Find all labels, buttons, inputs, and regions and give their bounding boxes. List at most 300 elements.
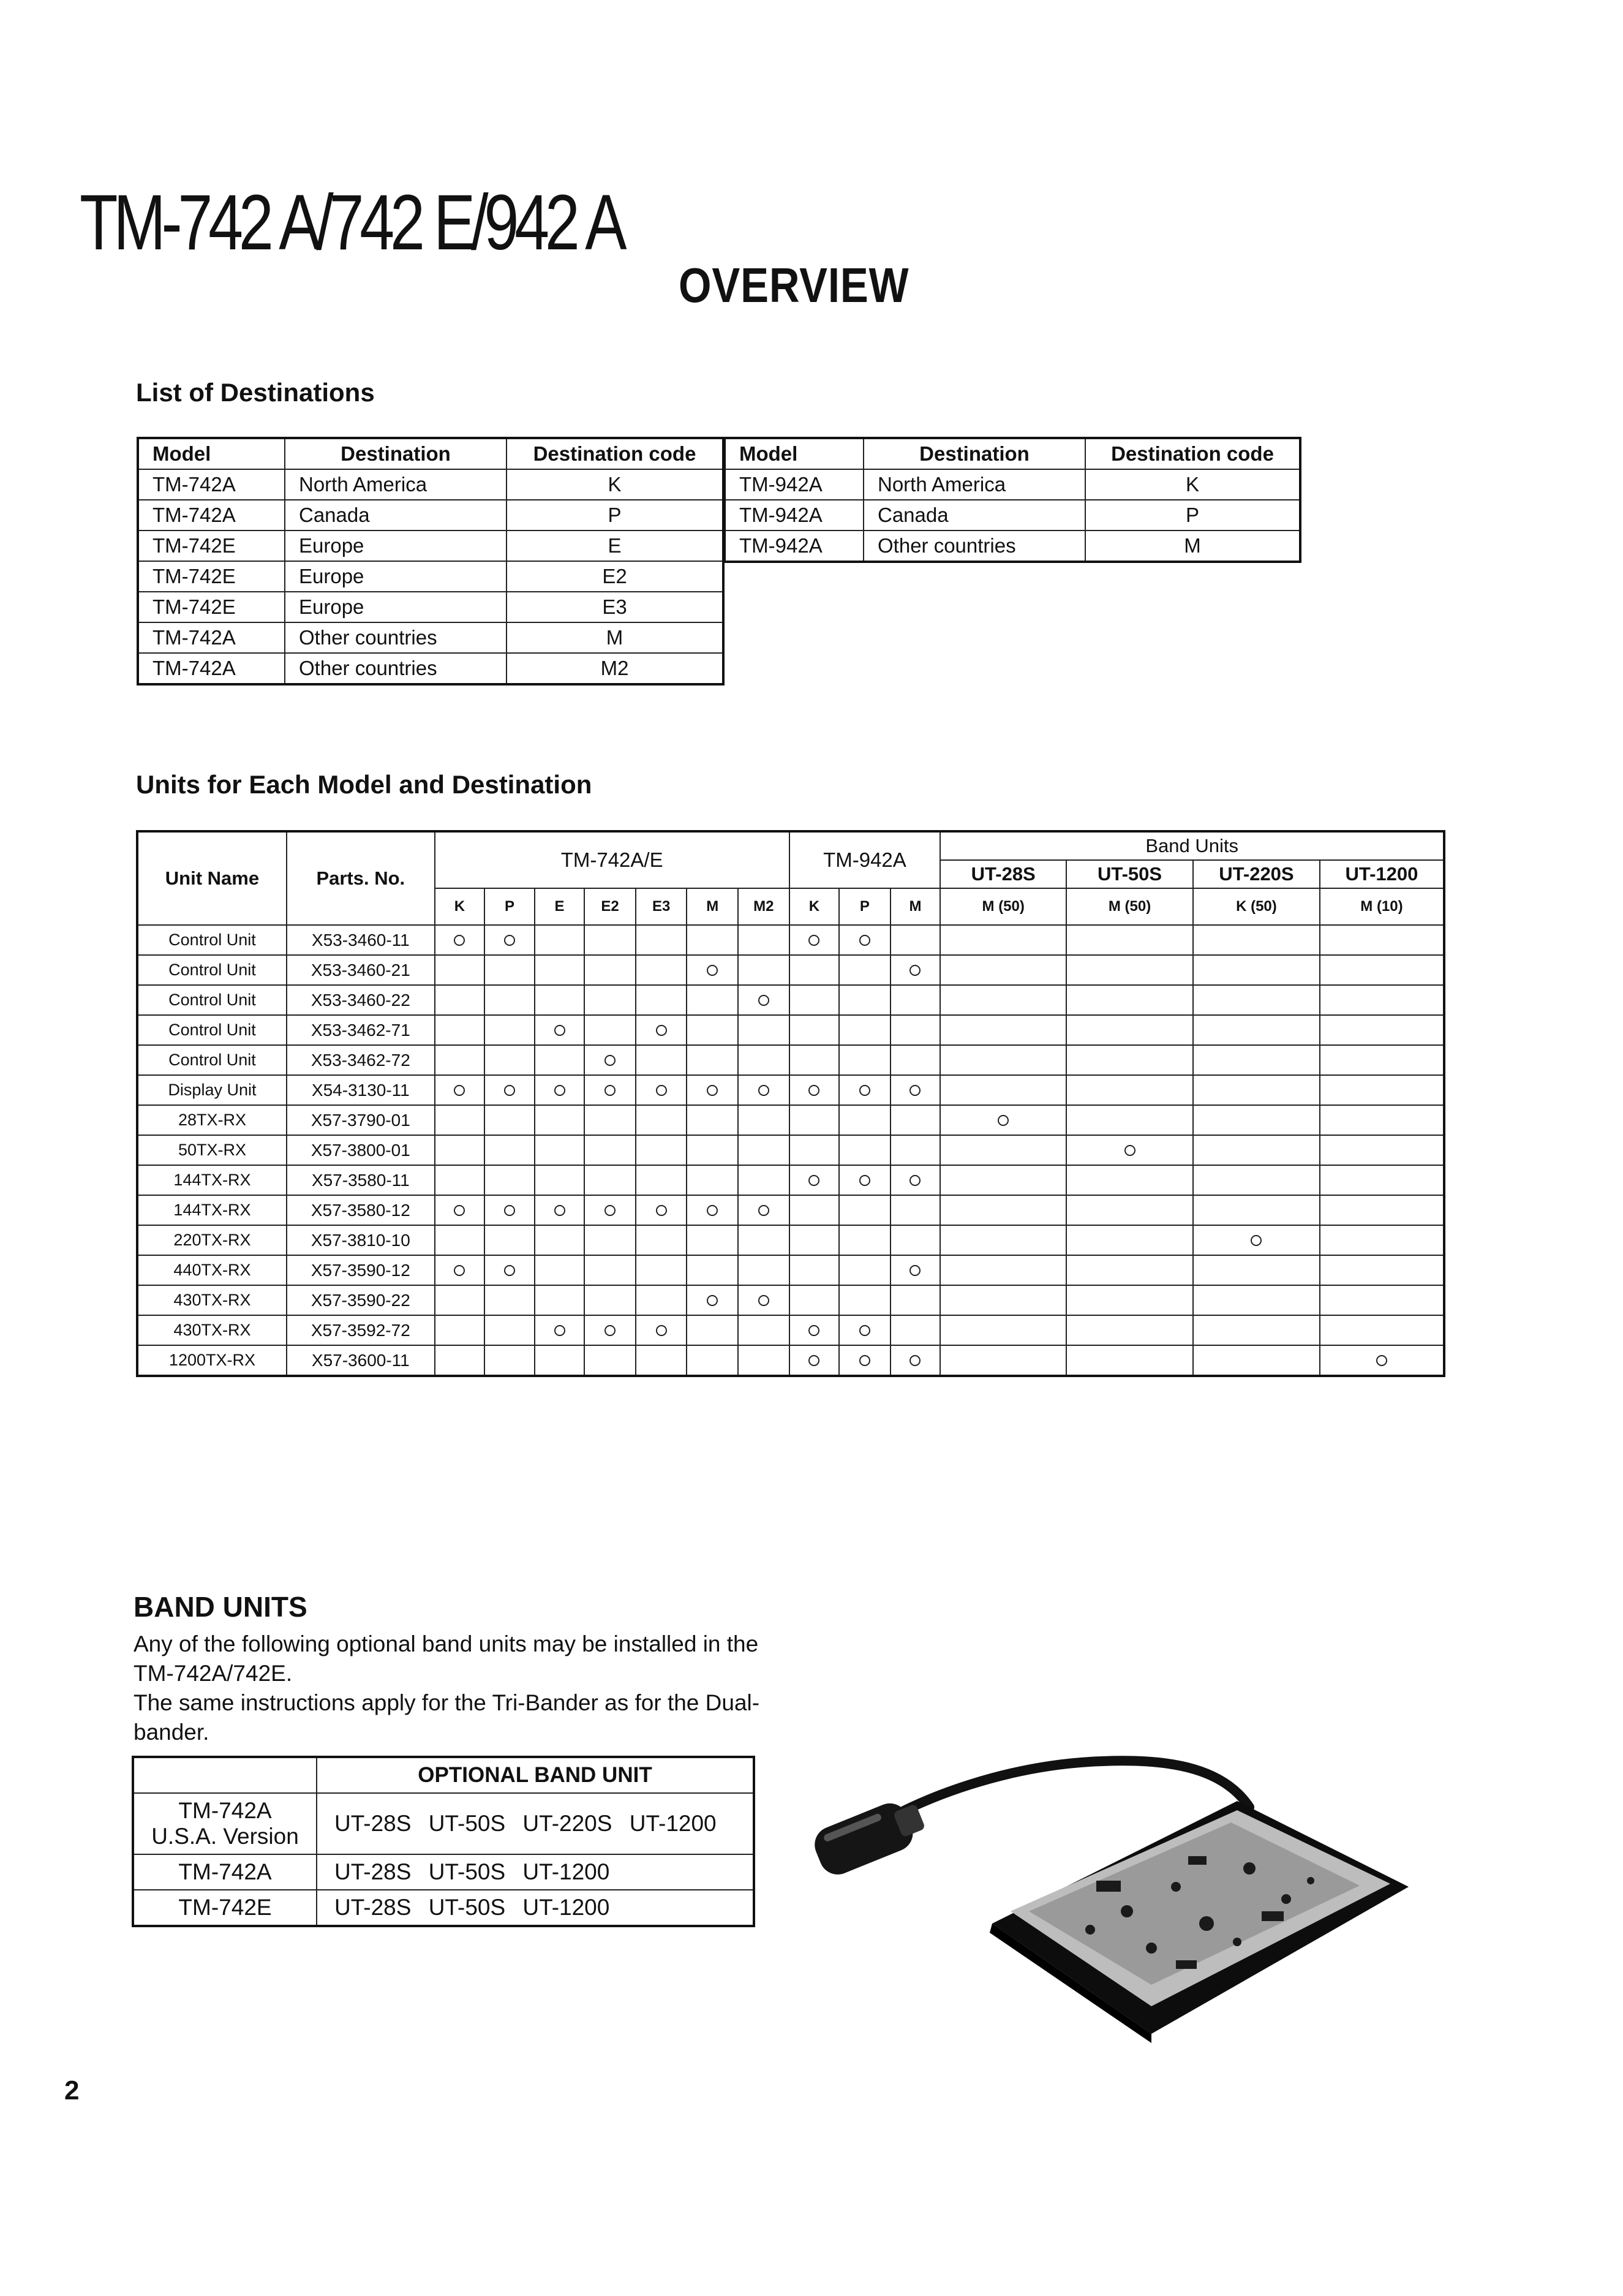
- availability-cell: [636, 1285, 687, 1315]
- table-row: [137, 1165, 1444, 1195]
- availability-cell: [738, 925, 789, 955]
- destination-code-cell: E: [506, 531, 723, 561]
- table-row: [725, 500, 1300, 531]
- column-header-destination-code: Destination code: [1085, 438, 1300, 469]
- availability-cell: [940, 1165, 1066, 1195]
- availability-cell: [789, 925, 840, 955]
- availability-cell: [535, 1255, 585, 1285]
- availability-cell: [940, 1315, 1066, 1345]
- table-row: [137, 1255, 1444, 1285]
- availability-cell: [940, 985, 1066, 1015]
- availability-cell: [484, 1285, 535, 1315]
- availability-cell: [789, 1255, 840, 1285]
- destination-cell: Other countries: [864, 531, 1085, 562]
- availability-cell: [1320, 1165, 1444, 1195]
- destination-cell: Europe: [285, 561, 506, 592]
- availability-mark-icon: [909, 1175, 921, 1186]
- availability-cell: [1066, 1015, 1193, 1045]
- availability-cell: [1320, 1345, 1444, 1376]
- availability-cell: [839, 1075, 891, 1105]
- availability-cell: [891, 1285, 941, 1315]
- unit-name-cell: 144TX-RX: [137, 1165, 287, 1195]
- model-cell: TM-742A: [138, 622, 285, 653]
- availability-cell: [789, 1045, 840, 1075]
- parts-no-cell: X53-3462-72: [287, 1045, 435, 1075]
- destination-code-header: E3: [636, 888, 687, 925]
- availability-cell: [738, 1345, 789, 1376]
- destination-code-cell: E3: [506, 592, 723, 622]
- availability-mark-icon: [808, 935, 819, 946]
- availability-mark-icon: [504, 1085, 515, 1096]
- page-number: 2: [64, 2075, 80, 2105]
- availability-cell: [940, 1015, 1066, 1045]
- availability-cell: [940, 1135, 1066, 1165]
- availability-cell: [636, 1225, 687, 1255]
- availability-cell: [484, 955, 535, 985]
- destinations-table-body: [138, 469, 723, 684]
- availability-cell: [1320, 925, 1444, 955]
- availability-mark-icon: [504, 935, 515, 946]
- destination-code-cell: P: [1085, 500, 1300, 531]
- availability-cell: [584, 1285, 636, 1315]
- model-cell: TM-942A: [725, 469, 864, 500]
- availability-cell: [584, 1255, 636, 1285]
- availability-cell: [636, 955, 687, 985]
- availability-cell: [839, 1105, 891, 1135]
- parts-no-cell: X53-3460-22: [287, 985, 435, 1015]
- availability-mark-icon: [1251, 1235, 1262, 1246]
- availability-cell: [435, 1225, 485, 1255]
- availability-cell: [738, 1255, 789, 1285]
- availability-cell: [891, 925, 941, 955]
- availability-cell: [1066, 1045, 1193, 1075]
- availability-cell: [484, 985, 535, 1015]
- table-row: [725, 469, 1300, 500]
- availability-mark-icon: [656, 1025, 667, 1036]
- destination-code-header: P: [839, 888, 891, 925]
- unit-name-cell: 1200TX-RX: [137, 1345, 287, 1376]
- availability-cell: [584, 1345, 636, 1376]
- column-header-destination-code: Destination code: [506, 438, 723, 469]
- model-cell: TM-742E: [138, 592, 285, 622]
- availability-cell: [636, 1315, 687, 1345]
- table-row: [137, 925, 1444, 955]
- availability-mark-icon: [758, 1085, 769, 1096]
- availability-mark-icon: [859, 1085, 870, 1096]
- destinations-table-body: [725, 469, 1300, 562]
- availability-cell: [1066, 1135, 1193, 1165]
- availability-mark-icon: [859, 1175, 870, 1186]
- availability-mark-icon: [554, 1325, 565, 1336]
- availability-cell: [435, 985, 485, 1015]
- model-cell: TM-742E: [138, 531, 285, 561]
- availability-cell: [435, 1345, 485, 1376]
- destination-code-cell: M: [1085, 531, 1300, 562]
- availability-cell: [839, 1195, 891, 1225]
- availability-cell: [891, 1135, 941, 1165]
- availability-cell: [1193, 955, 1320, 985]
- destination-code-header: M: [891, 888, 941, 925]
- availability-cell: [940, 1345, 1066, 1376]
- availability-mark-icon: [454, 935, 465, 946]
- availability-cell: [1193, 1045, 1320, 1075]
- band-units-heading: BAND UNITS: [134, 1591, 307, 1623]
- availability-cell: [535, 1345, 585, 1376]
- availability-cell: [687, 1165, 738, 1195]
- availability-cell: [535, 1315, 585, 1345]
- availability-cell: [1193, 1075, 1320, 1105]
- availability-cell: [584, 1045, 636, 1075]
- table-row: [137, 1075, 1444, 1105]
- destination-cell: North America: [864, 469, 1085, 500]
- availability-cell: [687, 925, 738, 955]
- availability-mark-icon: [808, 1175, 819, 1186]
- table-row: [137, 1345, 1444, 1376]
- availability-cell: [940, 1285, 1066, 1315]
- table-row: [137, 1135, 1444, 1165]
- availability-cell: [1320, 1285, 1444, 1315]
- column-header-model: Model: [138, 438, 285, 469]
- unit-name-cell: 440TX-RX: [137, 1255, 287, 1285]
- unit-name-cell: Control Unit: [137, 925, 287, 955]
- availability-cell: [1066, 1285, 1193, 1315]
- availability-cell: [535, 955, 585, 985]
- availability-mark-icon: [909, 965, 921, 976]
- availability-cell: [1320, 1105, 1444, 1135]
- destination-code-header: E: [535, 888, 585, 925]
- availability-mark-icon: [707, 1085, 718, 1096]
- availability-cell: [839, 1345, 891, 1376]
- availability-cell: [435, 1195, 485, 1225]
- availability-cell: [891, 1225, 941, 1255]
- availability-cell: [1066, 1165, 1193, 1195]
- availability-cell: [940, 1105, 1066, 1135]
- unit-name-cell: 220TX-RX: [137, 1225, 287, 1255]
- column-header-optional-band-unit: OPTIONAL BAND UNIT: [317, 1757, 754, 1793]
- destination-cell: Europe: [285, 531, 506, 561]
- availability-cell: [738, 1225, 789, 1255]
- destination-cell: Europe: [285, 592, 506, 622]
- table-row: [137, 1105, 1444, 1135]
- availability-cell: [1193, 1165, 1320, 1195]
- parts-no-cell: X57-3592-72: [287, 1315, 435, 1345]
- availability-mark-icon: [758, 1295, 769, 1306]
- availability-cell: [1320, 955, 1444, 985]
- availability-cell: [636, 1345, 687, 1376]
- availability-cell: [891, 1075, 941, 1105]
- column-header-parts-no: Parts. No.: [287, 831, 435, 925]
- availability-cell: [1193, 1345, 1320, 1376]
- availability-cell: [738, 1075, 789, 1105]
- availability-mark-icon: [808, 1085, 819, 1096]
- availability-cell: [940, 955, 1066, 985]
- band-unit-name-header: UT-220S: [1193, 860, 1320, 888]
- table-row: [138, 592, 723, 622]
- availability-cell: [789, 955, 840, 985]
- availability-cell: [1320, 1075, 1444, 1105]
- availability-mark-icon: [808, 1325, 819, 1336]
- availability-cell: [1066, 1345, 1193, 1376]
- availability-cell: [535, 1165, 585, 1195]
- availability-mark-icon: [808, 1355, 819, 1366]
- availability-cell: [535, 985, 585, 1015]
- availability-cell: [687, 1135, 738, 1165]
- availability-cell: [839, 1255, 891, 1285]
- availability-cell: [789, 1225, 840, 1255]
- destination-code-cell: M: [506, 622, 723, 653]
- availability-cell: [584, 1015, 636, 1045]
- availability-cell: [435, 1075, 485, 1105]
- table-row: [138, 500, 723, 531]
- availability-cell: [738, 1195, 789, 1225]
- availability-cell: [636, 985, 687, 1015]
- availability-cell: [1320, 1315, 1444, 1345]
- availability-cell: [891, 1345, 941, 1376]
- availability-cell: [535, 1105, 585, 1135]
- availability-cell: [435, 1285, 485, 1315]
- parts-no-cell: X57-3810-10: [287, 1225, 435, 1255]
- table-row: [137, 1015, 1444, 1045]
- availability-mark-icon: [656, 1205, 667, 1216]
- model-cell: [133, 1793, 317, 1854]
- availability-cell: [584, 925, 636, 955]
- band-unit-photo: [808, 1728, 1427, 2046]
- destination-code-header: M: [687, 888, 738, 925]
- availability-cell: [839, 1225, 891, 1255]
- availability-cell: [636, 1015, 687, 1045]
- unit-name-cell: 28TX-RX: [137, 1105, 287, 1135]
- parts-no-cell: X57-3590-22: [287, 1285, 435, 1315]
- availability-cell: [1193, 985, 1320, 1015]
- band-units-description: [134, 1629, 764, 1747]
- availability-cell: [584, 1195, 636, 1225]
- availability-cell: [535, 1285, 585, 1315]
- parts-no-cell: X57-3580-11: [287, 1165, 435, 1195]
- availability-cell: [789, 1315, 840, 1345]
- availability-cell: [738, 1045, 789, 1075]
- parts-no-cell: X57-3590-12: [287, 1255, 435, 1285]
- band-unit-name-header: UT-28S: [940, 860, 1066, 888]
- band-unit-name-header: UT-1200: [1320, 860, 1444, 888]
- availability-mark-icon: [454, 1085, 465, 1096]
- parts-no-cell: X57-3600-11: [287, 1345, 435, 1376]
- destination-code-header: P: [484, 888, 535, 925]
- column-header-unit-name: Unit Name: [137, 831, 287, 925]
- availability-cell: [738, 1135, 789, 1165]
- unit-name-cell: Display Unit: [137, 1075, 287, 1105]
- availability-mark-icon: [656, 1325, 667, 1336]
- availability-cell: [1193, 1315, 1320, 1345]
- band-units-cell: UT-28S UT-50S UT-1200: [317, 1890, 754, 1926]
- availability-cell: [636, 1165, 687, 1195]
- availability-cell: [940, 1075, 1066, 1105]
- unit-name-cell: Control Unit: [137, 1015, 287, 1045]
- parts-no-cell: X57-3580-12: [287, 1195, 435, 1225]
- availability-cell: [940, 1045, 1066, 1075]
- availability-cell: [435, 1165, 485, 1195]
- group-header-tm742ae: TM-742A/E: [435, 831, 789, 888]
- availability-cell: [1320, 1135, 1444, 1165]
- availability-cell: [1066, 1075, 1193, 1105]
- availability-cell: [738, 1315, 789, 1345]
- availability-cell: [435, 1135, 485, 1165]
- unit-name-cell: 430TX-RX: [137, 1285, 287, 1315]
- availability-mark-icon: [1124, 1145, 1135, 1156]
- availability-cell: [1320, 1045, 1444, 1075]
- availability-cell: [839, 955, 891, 985]
- availability-cell: [891, 1255, 941, 1285]
- availability-cell: [1066, 985, 1193, 1015]
- availability-cell: [484, 1345, 535, 1376]
- availability-cell: [789, 1285, 840, 1315]
- availability-cell: [535, 1045, 585, 1075]
- availability-cell: [789, 1195, 840, 1225]
- availability-cell: [484, 1225, 535, 1255]
- parts-no-cell: X53-3460-21: [287, 955, 435, 985]
- band-units-cell: UT-28S UT-50S UT-1200: [317, 1854, 754, 1890]
- document-title: TM-742 A/742 E/942 A: [80, 179, 623, 266]
- unit-name-cell: 430TX-RX: [137, 1315, 287, 1345]
- table-row: [137, 1195, 1444, 1225]
- table-row: [138, 531, 723, 561]
- cable-shape: [888, 1761, 1249, 1819]
- availability-cell: [1193, 925, 1320, 955]
- destination-code-header: E2: [584, 888, 636, 925]
- availability-cell: [484, 1165, 535, 1195]
- availability-cell: [839, 1135, 891, 1165]
- band-code-header: M (50): [940, 888, 1066, 925]
- availability-mark-icon: [707, 965, 718, 976]
- destination-cell: Canada: [864, 500, 1085, 531]
- band-units-paragraph-1: Any of the following optional band units may be installed in the TM-742A/742E.: [134, 1631, 759, 1686]
- availability-cell: [636, 1105, 687, 1135]
- destination-cell: Other countries: [285, 622, 506, 653]
- availability-mark-icon: [707, 1295, 718, 1306]
- availability-cell: [435, 955, 485, 985]
- column-header-destination: Destination: [864, 438, 1085, 469]
- availability-cell: [940, 1225, 1066, 1255]
- availability-cell: [636, 925, 687, 955]
- unit-name-cell: 50TX-RX: [137, 1135, 287, 1165]
- availability-cell: [1193, 1255, 1320, 1285]
- model-cell: TM-942A: [725, 500, 864, 531]
- availability-cell: [636, 1255, 687, 1285]
- column-header-model: Model: [725, 438, 864, 469]
- availability-cell: [687, 1195, 738, 1225]
- availability-cell: [1320, 985, 1444, 1015]
- availability-cell: [1066, 1255, 1193, 1285]
- availability-mark-icon: [859, 1325, 870, 1336]
- availability-mark-icon: [998, 1115, 1009, 1126]
- availability-mark-icon: [554, 1025, 565, 1036]
- availability-cell: [839, 1045, 891, 1075]
- availability-mark-icon: [604, 1055, 616, 1066]
- units-matrix-table: [136, 830, 1445, 1377]
- parts-no-cell: X54-3130-11: [287, 1075, 435, 1105]
- availability-cell: [535, 1135, 585, 1165]
- availability-mark-icon: [909, 1085, 921, 1096]
- model-cell: TM-742E: [138, 561, 285, 592]
- destinations-table-tm942: [723, 437, 1301, 563]
- availability-mark-icon: [454, 1205, 465, 1216]
- availability-mark-icon: [554, 1085, 565, 1096]
- availability-cell: [1320, 1255, 1444, 1285]
- availability-cell: [687, 1225, 738, 1255]
- availability-cell: [484, 1315, 535, 1345]
- availability-mark-icon: [1376, 1355, 1387, 1366]
- model-name: TM-742A: [178, 1798, 272, 1823]
- availability-cell: [636, 1135, 687, 1165]
- availability-cell: [636, 1075, 687, 1105]
- availability-mark-icon: [707, 1205, 718, 1216]
- availability-mark-icon: [454, 1265, 465, 1276]
- availability-cell: [1066, 1225, 1193, 1255]
- availability-mark-icon: [604, 1325, 616, 1336]
- availability-cell: [1066, 1195, 1193, 1225]
- availability-cell: [484, 925, 535, 955]
- table-row: [137, 1045, 1444, 1075]
- availability-cell: [839, 1165, 891, 1195]
- availability-cell: [789, 1345, 840, 1376]
- unit-name-cell: Control Unit: [137, 985, 287, 1015]
- destination-code-cell: K: [1085, 469, 1300, 500]
- availability-cell: [687, 1345, 738, 1376]
- table-row: [133, 1854, 754, 1890]
- table-row: [138, 653, 723, 684]
- availability-cell: [839, 1315, 891, 1345]
- availability-mark-icon: [604, 1085, 616, 1096]
- availability-cell: [839, 1015, 891, 1045]
- model-cell: TM-942A: [725, 531, 864, 562]
- availability-cell: [484, 1105, 535, 1135]
- availability-cell: [940, 1255, 1066, 1285]
- table-row: [133, 1890, 754, 1926]
- band-unit-name-header: UT-50S: [1066, 860, 1193, 888]
- availability-cell: [1066, 1105, 1193, 1135]
- availability-cell: [584, 1135, 636, 1165]
- destination-code-cell: E2: [506, 561, 723, 592]
- availability-mark-icon: [604, 1205, 616, 1216]
- availability-cell: [687, 1075, 738, 1105]
- band-units-cell: UT-28S UT-50S UT-220S UT-1200: [317, 1793, 754, 1854]
- availability-cell: [891, 1105, 941, 1135]
- availability-cell: [435, 1105, 485, 1135]
- destination-code-header: M2: [738, 888, 789, 925]
- availability-cell: [687, 1105, 738, 1135]
- model-cell: TM-742A: [138, 653, 285, 684]
- destination-code-cell: K: [506, 469, 723, 500]
- availability-mark-icon: [656, 1085, 667, 1096]
- availability-cell: [1193, 1135, 1320, 1165]
- band-code-header: M (50): [1066, 888, 1193, 925]
- availability-cell: [687, 1045, 738, 1075]
- availability-cell: [687, 1255, 738, 1285]
- destinations-table-tm742: [137, 437, 725, 685]
- band-code-header: K (50): [1193, 888, 1320, 925]
- availability-cell: [535, 1015, 585, 1045]
- availability-cell: [789, 1015, 840, 1045]
- table-row: [133, 1793, 754, 1854]
- availability-cell: [687, 1315, 738, 1345]
- availability-cell: [891, 1045, 941, 1075]
- parts-no-cell: X57-3800-01: [287, 1135, 435, 1165]
- availability-cell: [584, 1105, 636, 1135]
- availability-mark-icon: [859, 935, 870, 946]
- table-row: [137, 1225, 1444, 1255]
- availability-cell: [1320, 1225, 1444, 1255]
- availability-mark-icon: [504, 1205, 515, 1216]
- availability-cell: [584, 1165, 636, 1195]
